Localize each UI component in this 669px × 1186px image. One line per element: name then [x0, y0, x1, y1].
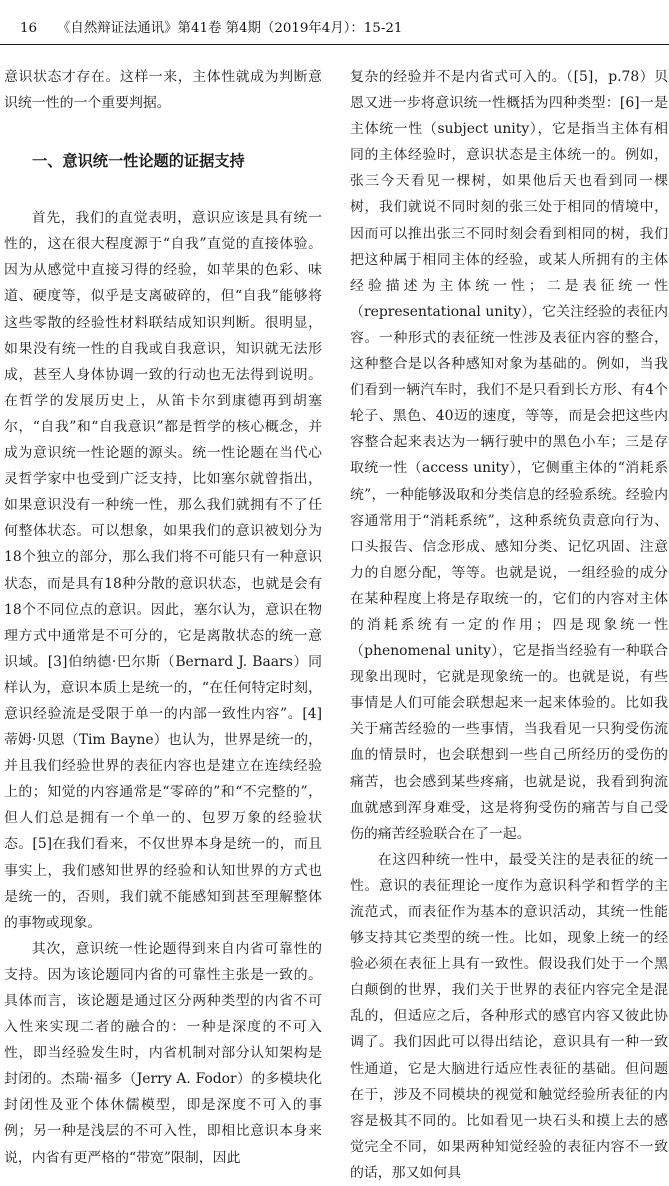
paragraph-continued: 复杂的经验并不是内省式可入的。（[5]，p.78）贝恩又进一步将意识统一性概括为四种类型：[6]一是主体统一性（subject unity），它是指当主体有相同的主体经验时，意识状态是主体统一的。例如，张三今天看见一棵树，如果他后天也看到同一棵树，我们就说不同时刻的张三处于相同的情境中，因而可以推出张三不同时刻会看到相同的树，我们把这种属于相同主体的经验，或某人所拥有的主体经验描述为主体统一性；二是表征统一性（representational unity），它关注经验的表征内容。一种形式的表征统一性涉及表征内容的整合，这种整合是以各种感知对象为基础的。例如，当我们看到一辆汽车时，我们不是只看到长方形、有4个轮子、黑色、40迈的速度，等等，而是会把这些内容整合起来表达为一辆行驶中的黑色小车；三是存取统一性（access unity），它侧重主体的“消耗系统”，一种能够汲取和分类信息的经验系统。经验内容通常用于“消耗系统”，这种系统负责意向行为、口头报告、信念形成、感知分类、记忆巩固、注意力的自愿分配，等等。也就是说，一组经验的成分在某种程度上将是存取统一的，它们的内容对主体的消耗系统有一定的作用；四是现象统一性（phenomenal unity），它是指当经验有一种联合现象出现时，它就是现象统一的。也就是说，有些事情是人们可能会联想起来一起来体验的。比如我关于痛苦经验的一些事情，当我看见一只狗受伤流血的情景时，也会联想到一些自己所经历的受伤的痛苦，也会感到某些疼痛，也就是说，我看到狗流血就感到浑身难受，这是将狗受伤的痛苦与自己受伤的痛苦经验联合在了一起。 — [350, 69, 668, 842]
running-header — [20, 20, 402, 38]
paragraph: 在这四种统一性中，最受关注的是表征的统一性。意识的表征理论一度作为意识科学和哲学的主流范式，而表征作为基本的意识活动，其统一性能够支持其它类型的统一性。比如，现象上统一的经验必须在表征上具有一致性。假设我们处于一个黑白颠倒的世界，我们关于世界的表征内容完全是混乱的，但适应之后，各种形式的感官内容又彼此协调了。我们因此可以得出结论，意识具有一种一致性通道，它是大脑进行适应性表征的基础。但问题在于，涉及不同模块的视觉和触觉经验所表征的内容是极其不同的。比如看见一块石头和摸上去的感觉完全不同，如果两种知觉经验的表征内容不一致的话，那又如何具 — [350, 851, 668, 1181]
left-column — [4, 64, 322, 1166]
page-header — [0, 0, 669, 48]
journal-running-title: 《自然辩证法通讯》第41卷 第4期（2019年4月）：15-21 — [57, 21, 403, 36]
section-heading: 一、意识统一性论题的证据支持 — [32, 152, 245, 171]
right-column — [350, 64, 668, 1181]
paragraph: 其次，意识统一性论题得到来自内省可靠性的支持。因为该论题同内省的可靠性主张是一致的。具体而言，该论题是通过区分两种类型的内省不可入性来实现二者的融合的：一种是深度的不可入性，即当经验发生时，内省机制对部分认知架构是封闭的。杰瑞·福多（Jerry A. Fodor）的多模块化封闭性及亚个体休儒模型，即是深度不可入的事例；另一种是浅层的不可入性，即相比意识本身来说，内省有更严格的“带宽”限制，因此 — [4, 940, 322, 1166]
paragraph-continued: 意识状态才存在。这样一来，主体性就成为判断意识统一性的一个重要判据。 — [4, 69, 322, 112]
paragraph: 首先，我们的直觉表明，意识应该是具有统一性的，这在很大程度源于“自我”直觉的直接体验。因为从感觉中直接习得的经验，如苹果的色彩、味道、硬度等，似乎是支离破碎的，但“自我”能够将这些零散的经验性材料联结成知识判断。很明显，如果没有统一性的自我或自我意识，知识就无法形成，甚至人身体协调一致的行动也无法得到说明。在哲学的发展历史上，从笛卡尔到康德再到胡塞尔，“自我”和“自我意识”都是哲学的核心概念，并成为意识统一性论题的源头。统一性论题在当代心灵哲学家中也受到广泛支持，比如塞尔就曾指出，如果意识没有一种统一性，那么我们就拥有不了任何整体状态。可以想象，如果我们的意识被划分为18个独立的部分，那么我们将不可能只有一种意识状态，而是具有18种分散的意识状态，也就是会有18个不同位点的意识。因此，塞尔认为，意识在物理方式中通常是不可分的，它是离散状态的统一意识域。[3]伯纳德·巴尔斯（Bernard J. Baars）同样认为，意识本质上是统一的，“在任何特定时刻，意识经验流是受限于单一的内部一致性内容”。[4]蒂姆·贝恩（Tim Bayne）也认为，世界是统一的，并且我们经验世界的表征内容也是建立在连续经验上的；知觉的内容通常是“零碎的”和“不完整的”，但人们总是拥有一个单一的、包罗万象的经验状态。[5]在我们看来，不仅世界本身是统一的，而且事实上，我们感知世界的经验和认知世界的方式也是统一的，否则，我们就不能感知到甚至理解整体的事物或现象。 — [4, 210, 322, 931]
header-rule — [0, 44, 669, 45]
page-number: 16 — [20, 21, 38, 36]
